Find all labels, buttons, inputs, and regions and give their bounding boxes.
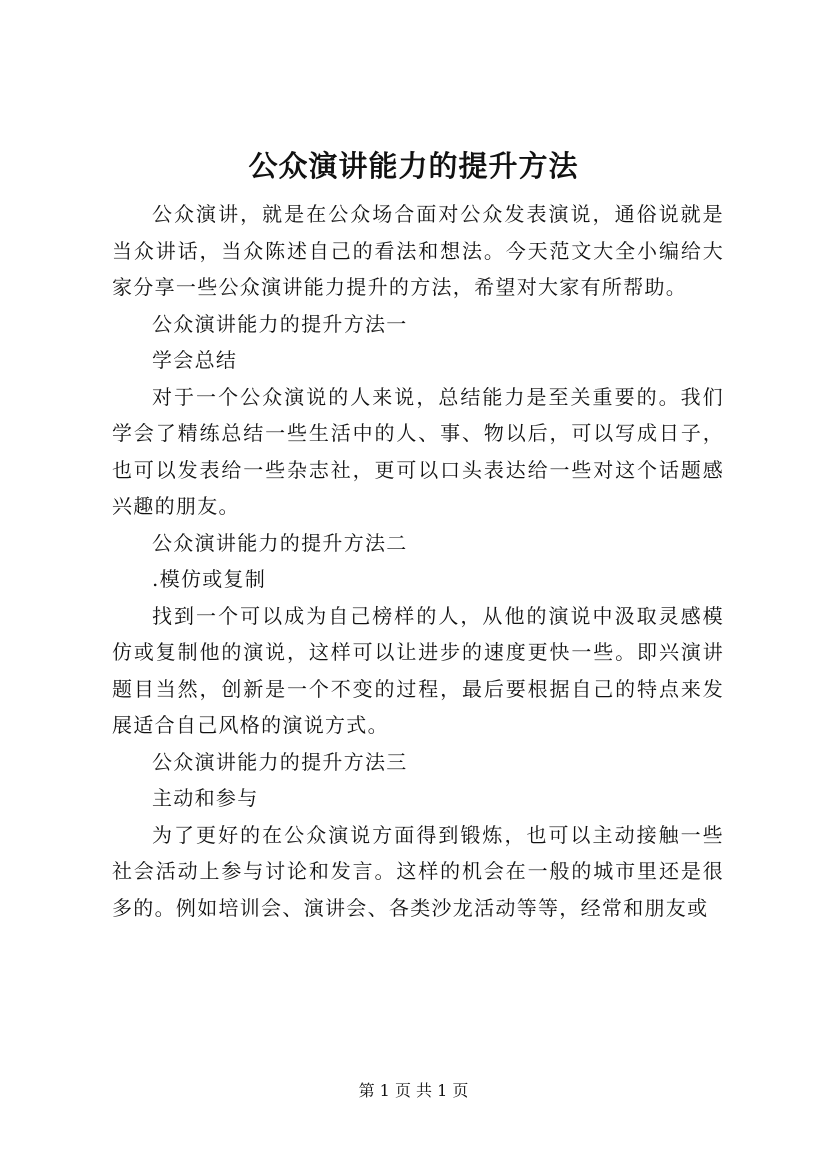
page-footer: 第 1 页 共 1 页 bbox=[358, 1081, 469, 1100]
subheading-2: .模仿或复制 bbox=[152, 567, 267, 591]
intro-paragraph: 公众演讲，就是在公众场合面对公众发表演说，通俗说就是当众讲话，当众陈述自己的看法和想法。今天范文大全小编给大家分享一些公众演讲能力提升的方法，希望对大家有所帮助。 bbox=[112, 202, 724, 299]
section-paragraph-1: 对于一个公众演说的人来说，总结能力是至关重要的。我们学会了精练总结一些生活中的人、事、物以后，可以写成日子，也可以发表给一些杂志社，更可以口头表达给一些对这个话题感兴趣的朋友。 bbox=[112, 384, 724, 518]
document-body bbox=[112, 196, 724, 926]
section-paragraph-2: 找到一个可以成为自己榜样的人，从他的演说中汲取灵感模仿或复制他的演说，这样可以让进步的速度更快一些。即兴演讲题目当然，创新是一个不变的过程，最后要根据自己的特点来发展适合自己风格的演说方式。 bbox=[112, 603, 724, 737]
document-title: 公众演讲能力的提升方法 bbox=[248, 149, 579, 183]
subheading-3: 主动和参与 bbox=[152, 786, 259, 810]
section-heading-1: 公众演讲能力的提升方法一 bbox=[152, 311, 408, 336]
section-heading-2: 公众演讲能力的提升方法二 bbox=[152, 530, 408, 555]
section-paragraph-3: 为了更好的在公众演说方面得到锻炼，也可以主动接触一些社会活动上参与讨论和发言。这样的机会在一般的城市里还是很多的。例如培训会、演讲会、各类沙龙活动等等，经常和朋友或 bbox=[112, 822, 724, 920]
section-heading-3: 公众演讲能力的提升方法三 bbox=[152, 749, 408, 774]
subheading-1: 学会总结 bbox=[152, 348, 238, 372]
